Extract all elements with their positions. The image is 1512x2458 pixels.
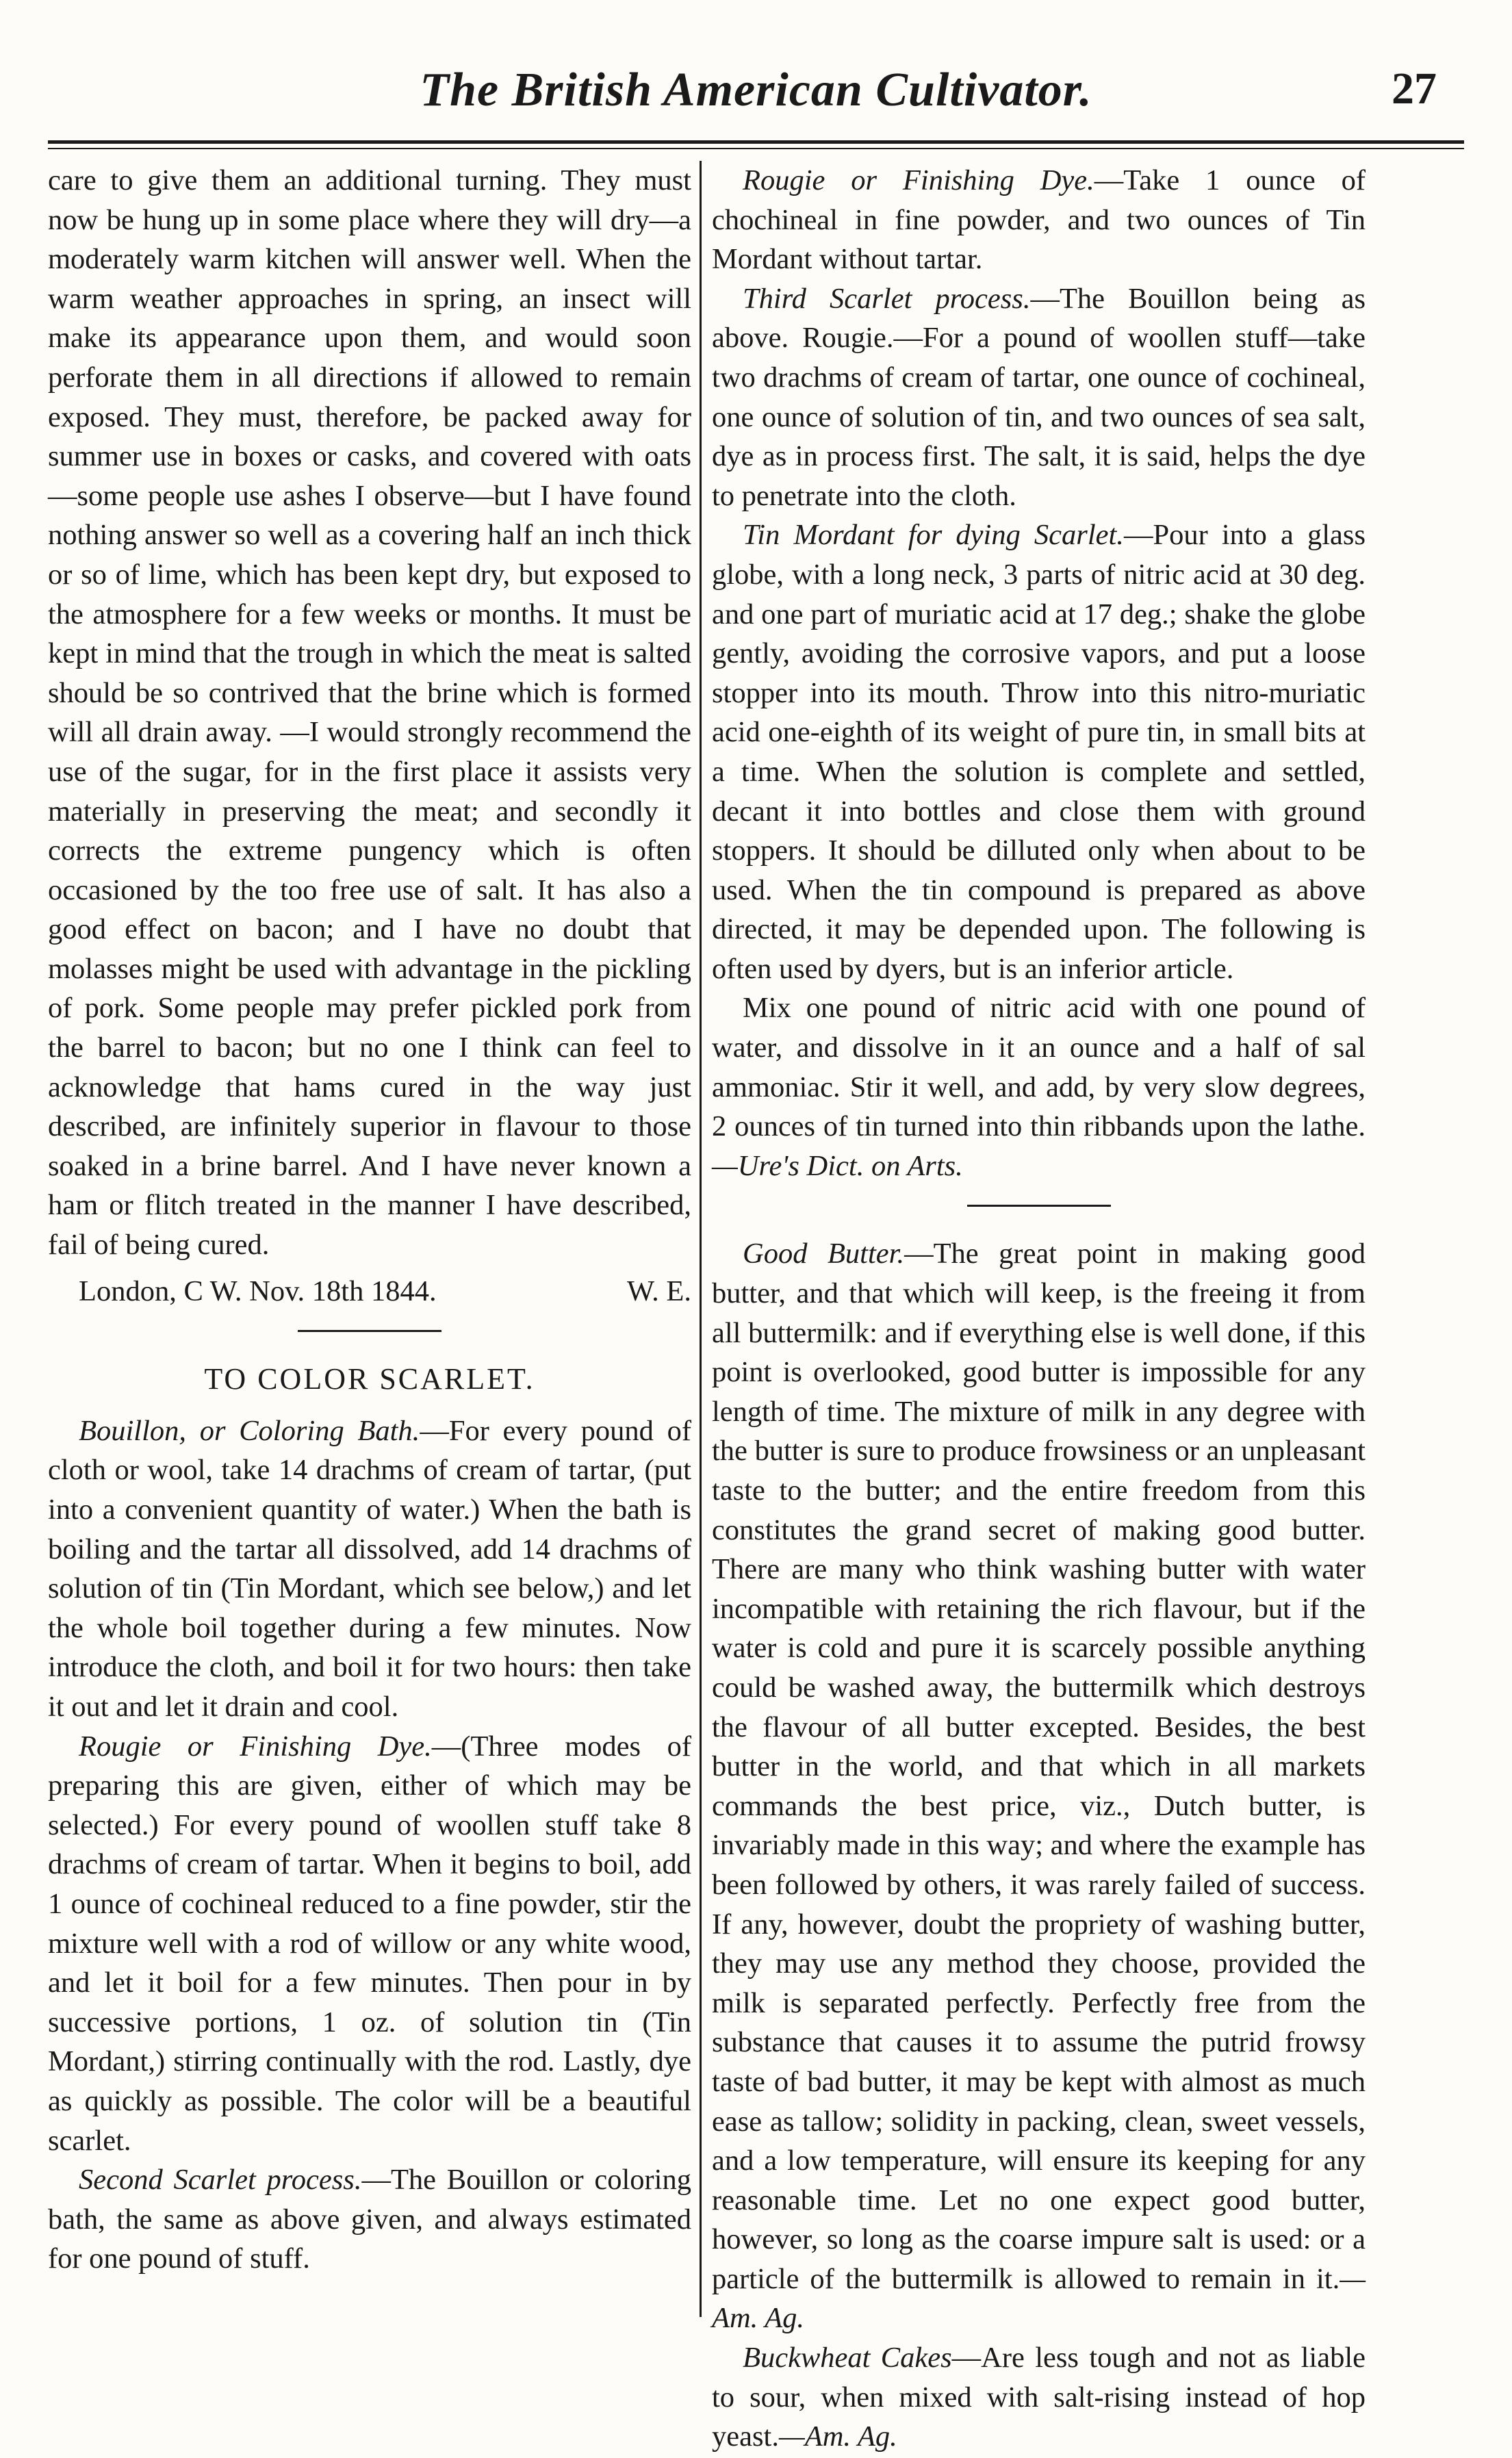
column-divider [700, 161, 702, 2317]
section-divider [298, 1330, 441, 1332]
signoff-place-date: London, C W. Nov. 18th 1844. [79, 1275, 437, 1307]
continuation-paragraph: care to give them an additional turning. They must now be hung up in some place where they will dry—a moderately warm kitchen will answer well. When the warm weather approaches in spring, an insect will make its appearance upon them, and would soon perforate them in all directions if allowed to remain exposed. They must, therefore, be packed away for summer use in boxes or casks, and covered with oats—some people use ashes I observe—but I have found nothing answer so well as a covering half an inch thick or so of lime, which has been kept dry, but exposed to the atmosphere for a few weeks or months. It must be kept in mind that the trough in which the meat is salted should be so contrived that the brine which is formed will all drain away. —I would strongly recommend the use of the sugar, for in the first place it assists very materially in preserving the meat; and secondly it corrects the extreme pungency which is often occasioned by the too free use of salt. It has also a good effect on bacon; and I have no doubt that molasses might be used with advantage in the pickling of pork. Some people may prefer pickled pork from the barrel to bacon; but no one I think can feel to acknowledge that hams cured in the way just described, are infinitely superior in flavour to those soaked in a brine barrel. And I have never known a ham or flitch treated in the manner I have described, fail of being cured. [48, 164, 691, 1262]
good-butter-body: —The great point in making good butter, and that which will keep, is the freeing it from all buttermilk: and if everything else is well done, if this point is overlooked, good butter is impossible for any length of time. The mixture of milk in any degree with the butter is sure to produce frowsiness or an unpleasant taste to the butter; and the entire freedom from this constitutes the grand secret of making good butter. There are many who think washing butter with water incompatible with retaining the rich flavour, but if the water is cold and pure it is scarcely possible anything could be washed away, the buttermilk which destroys the flavour of all butter excepted. Besides, the best butter in the world, and that which in all markets commands the best price, viz., Dutch butter, is invariably made in this way; and where the example has been followed by others, it was rarely failed of success. If any, however, doubt the propriety of washing butter, they may use any method they choose, provided the milk is separated perfectly. Perfectly free from the substance that causes it to assume the putrid frowsy taste of bad butter, it may be kept with almost as much ease as tallow; solidity in packing, clean, sweet vessels, and a low temperature, will ensure its keeping for any reasonable time. Let no one expect good butter, however, so long as the coarse impure salt is used: or a particle of the buttermilk is allowed to remain in it. [712, 1238, 1366, 2295]
good-butter-paragraph [712, 1234, 1366, 2338]
bouillon-paragraph [48, 1411, 691, 1727]
signoff-initials: W. E. [626, 1275, 691, 1307]
mix-paragraph [712, 988, 1366, 1186]
buckwheat-body: —Are less tough and not as liable to sour, when mixed with salt-rising instead of hop yeast. [712, 2342, 1366, 2453]
second-process-title: Second Scarlet process. [79, 2164, 362, 2197]
buckwheat-source: —Am. Ag. [778, 2420, 897, 2453]
rougie-finishing-body: —Take 1 ounce of chochineal in fine powder, and two ounces of Tin Mordant without tartar. [712, 164, 1366, 276]
bouillon-body: —For every pound of cloth or wool, take 14 drachms of cream of tartar, (put into a convenient quantity of water.) When the bath is boiling and the tartar all dissolved, add 14 drachms of solution of tin (Tin Mordant, which see below,) and let the whole boil together during a few minutes. Now introduce the cloth, and boil it for two hours: then take it out and let it drain and cool. [48, 1414, 691, 1723]
mix-body: Mix one pound of nitric acid with one pound of water, and dissolve in it an ounce and a half of sal ammoniac. Stir it well, and add, by very slow degrees, 2 ounces of tin turned into thin ribbands upon the lathe. [712, 992, 1366, 1143]
rougie-paragraph [48, 1727, 691, 2161]
page-number: 27 [1392, 64, 1437, 114]
right-column [712, 161, 1366, 2457]
good-butter-source: —Am. Ag. [712, 2262, 1366, 2335]
rougie-body: —(Three modes of preparing this are given, either of which may be selected.) For every pound of woollen stuff take 8 drachms of cream of tartar. When it begins to boil, add 1 ounce of cochineal reduced to a fine powder, stir the mixture well with a rod of willow or any white wood, and let it boil for a few minutes. Then pour in by successive portions, 1 oz. of solution tin (Tin Mordant,) stirring continually with the rod. Lastly, dye as quickly as possible. The color will be a beautiful scarlet. [48, 1730, 692, 2157]
third-process-body: —The Bouillon being as above. Rougie.—For a pound of woollen stuff—take two drachms of cream of tartar, one ounce of cochineal, one ounce of solution of tin, and two ounces of sea salt, dye as in process first. The salt, it is said, helps the dye to penetrate into the cloth. [712, 282, 1366, 512]
page-header [48, 63, 1464, 125]
rougie-finishing-title: Rougie or Finishing Dye. [743, 164, 1094, 196]
second-process-body: —The Bouillon or coloring bath, the same as above given, and always estimated for one pound of stuff. [48, 2164, 691, 2275]
third-process-title: Third Scarlet process. [743, 282, 1031, 315]
tin-mordant-paragraph [712, 515, 1366, 988]
buckwheat-paragraph [712, 2338, 1366, 2457]
buckwheat-title: Buckwheat Cakes [743, 2342, 952, 2374]
signoff [48, 1272, 691, 1311]
article-divider [967, 1205, 1111, 1207]
rougie-title: Rougie or Finishing Dye. [79, 1730, 432, 1763]
mix-source: —Ure's Dict. on Arts. [712, 1149, 963, 1182]
third-process-paragraph [712, 279, 1366, 516]
section-heading: TO COLOR SCARLET. [204, 1362, 535, 1396]
rougie-finishing-paragraph [712, 161, 1366, 279]
journal-title: The British American Cultivator. [420, 64, 1092, 116]
header-rule [48, 140, 1464, 149]
tin-mordant-title: Tin Mordant for dying Scarlet. [743, 519, 1124, 552]
tin-mordant-body: —Pour into a glass globe, with a long neck, 3 parts of nitric acid at 30 deg. and one part of muriatic acid at 17 deg.; shake the globe gently, avoiding the corrosive vapors, and put a loose stopper into its mouth. Throw into this nitro-muriatic acid one-eighth of its weight of pure tin, in small bits at a time. When the solution is complete and settled, decant it into bottles and close them with ground stoppers. It should be dilluted only when about to be used. When the tin compound is prepared as above directed, it may be depended upon. The following is often used by dyers, but is an inferior article. [712, 519, 1366, 985]
left-column [48, 161, 691, 2279]
second-process-paragraph [48, 2160, 691, 2279]
bouillon-title: Bouillon, or Coloring Bath. [79, 1414, 420, 1447]
good-butter-title: Good Butter. [743, 1238, 905, 1270]
